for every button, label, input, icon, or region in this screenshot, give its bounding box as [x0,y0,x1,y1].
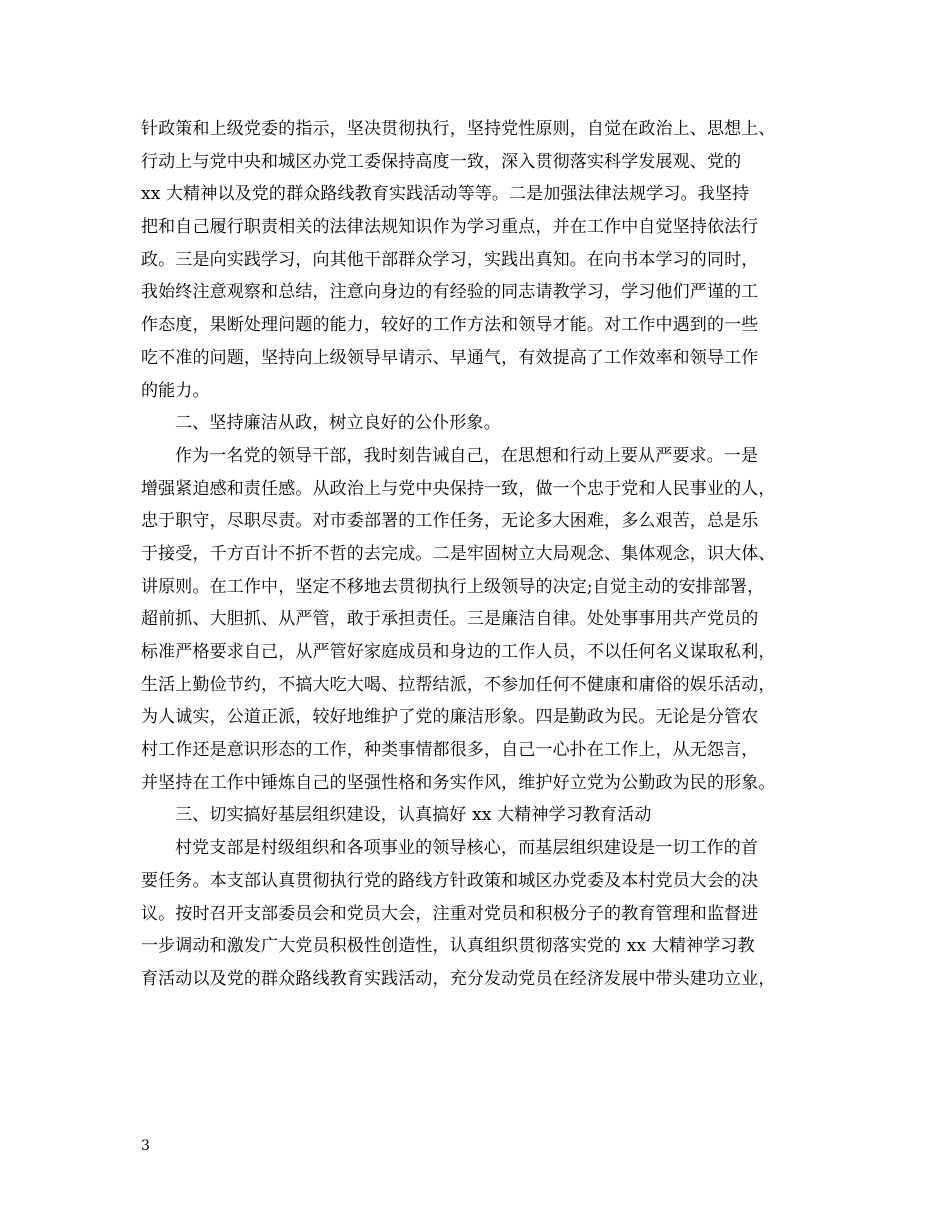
page-number: 3 [141,1138,150,1154]
text-line: 村工作还是意识形态的工作，种类事情都很多，自己一心扑在工作上，从无怨言， [141,740,759,761]
text-line: 行动上与党中央和城区办党工委保持高度一致，深入贯彻落实科学发展观、党的 [141,151,742,172]
text-line: 把和自己履行职责相关的法律法规知识作为学习重点，并在工作中自觉坚持依法行 [141,217,759,238]
text-line: 吃不准的问题，坚持向上级领导早请示、早通气，有效提高了工作效率和领导工作 [141,347,759,368]
text-line: 作为一名党的领导干部，我时刻告诫自己，在思想和行动上要从严要求。一是 [175,445,759,466]
text-line: 作态度，果断处理问题的能力，较好的工作方法和领导才能。对工作中遇到的一些 [141,315,759,336]
text-line: 于接受，千方百计不折不哲的去完成。二是牢固树立大局观念、集体观念，识大体、 [141,543,776,564]
text-line: xx 大精神以及党的群众路线教育实践活动等等。二是加强法律法规学习。我坚持 [141,184,750,205]
text-line: 超前抓、大胆抓、从严管，敢于承担责任。三是廉洁自律。处处事事用共产党员的 [141,609,759,630]
body-text [141,113,825,996]
text-line: 二、坚持廉洁从政，树立良好的公仆形象。 [175,413,501,434]
text-line: 要任务。本支部认真贯彻执行党的路线方针政策和城区办党委及本村党员大会的决 [141,870,759,891]
text-line: 一步调动和激发广大党员积极性创造性，认真组织贯彻落实党的 xx 大精神学习教 [141,936,755,957]
text-line: 讲原则。在工作中，坚定不移地去贯彻执行上级领导的决定;自觉主动的安排部署， [141,576,765,597]
text-line: 为人诚实，公道正派，较好地维护了党的廉洁形象。四是勤政为民。无论是分管农 [141,707,759,728]
text-line: 针政策和上级党委的指示，坚决贯彻执行，坚持党性原则，自觉在政治上、思想上、 [141,119,776,139]
text-line: 育活动以及党的群众路线教育实践活动，充分发动党员在经济发展中带头建功立业， [141,968,776,989]
text-line: 并坚持在工作中锤炼自己的坚强性格和务实作风，维护好立党为公勤政为民的形象。 [141,772,776,793]
text-line: 生活上勤俭节约，不搞大吃大喝、拉帮结派，不参加任何不健康和庸俗的娱乐活动， [141,674,776,695]
text-line: 我始终注意观察和总结，注意向身边的有经验的同志请教学习，学习他们严谨的工 [141,282,759,303]
text-line: 忠于职守，尽职尽责。对市委部署的工作任务，无论多大困难，多么艰苦，总是乐 [141,511,759,532]
text-line: 标准严格要求自己，从严管好家庭成员和身边的工作人员，不以任何名义谋取私利， [141,642,776,662]
text-line: 增强紧迫感和责任感。从政治上与党中央保持一致，做一个忠于党和人民事业的人， [141,478,776,499]
text-line: 的能力。 [141,380,210,401]
text-line: 三、切实搞好基层组织建设，认真搞好 xx 大精神学习教育活动 [175,805,652,826]
text-line: 议。按时召开支部委员会和党员大会，注重对党员和积极分子的教育管理和监督进 [141,903,759,924]
text-line: 村党支部是村级组织和各项事业的领导核心，而基层组织建设是一切工作的首 [175,838,759,859]
text-line: 政。三是向实践学习，向其他干部群众学习，实践出真知。在向书本学习的同时， [141,249,759,270]
